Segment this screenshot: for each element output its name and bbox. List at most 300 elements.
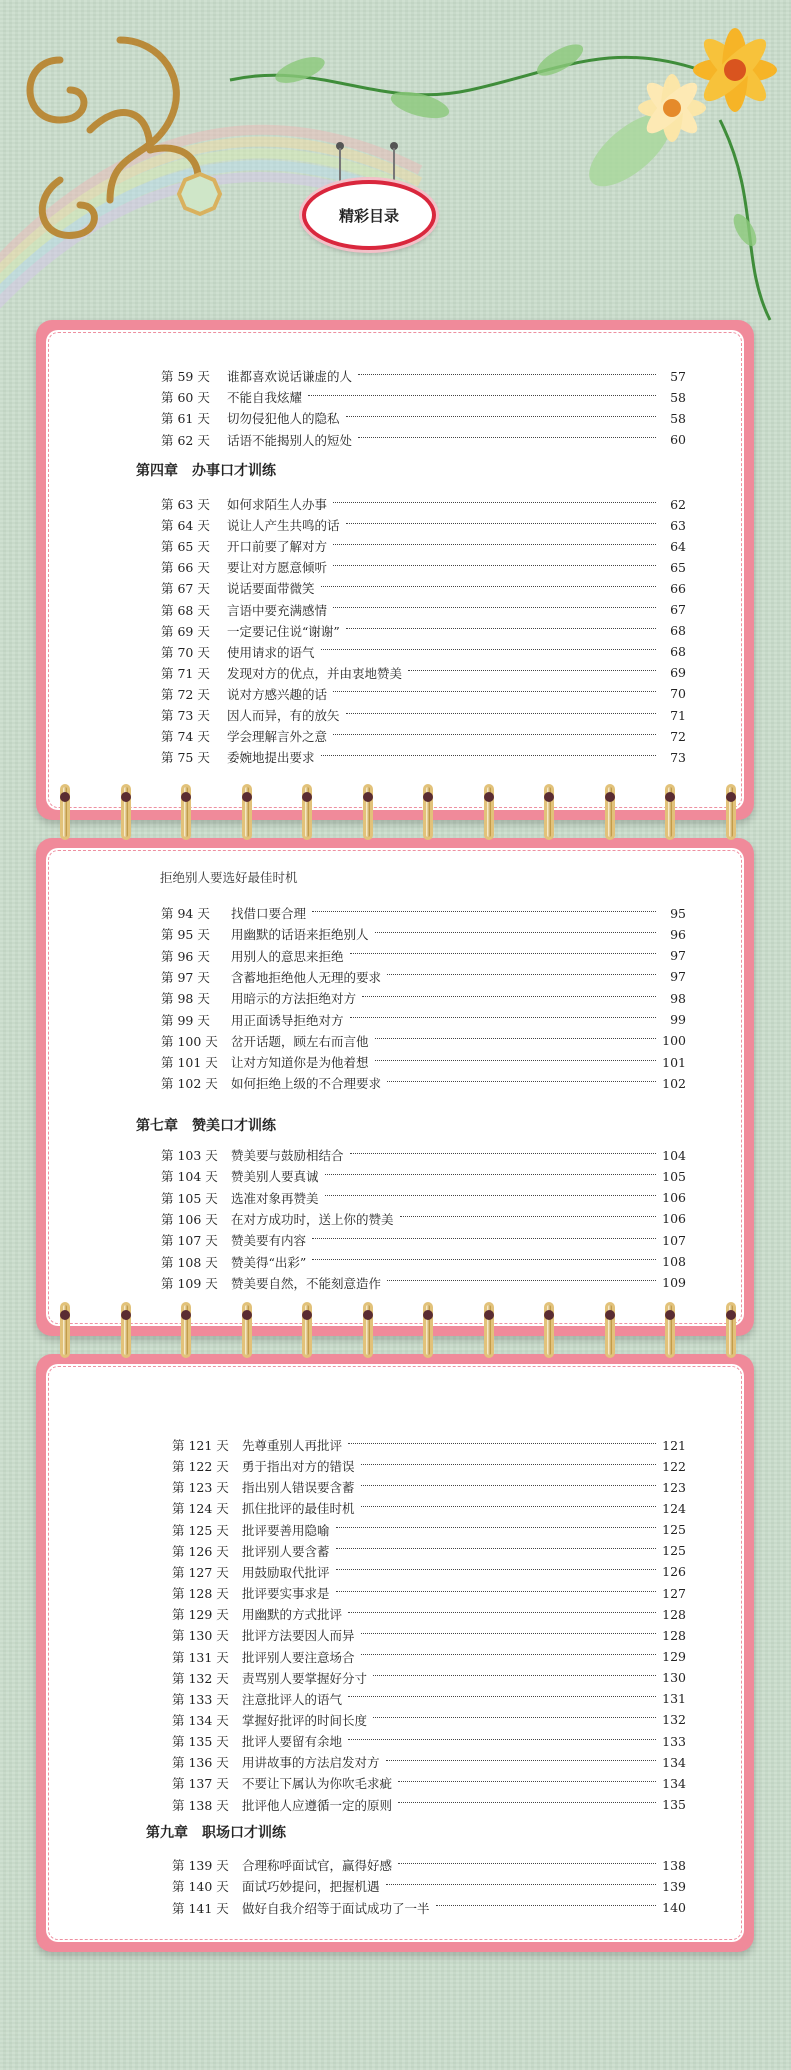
toc-entry-day: 第 61 天: [161, 411, 210, 427]
toc-leader-dots: [361, 1485, 656, 1486]
toc-entry-title: 注意批评人的语气: [242, 1691, 343, 1707]
toc-entry: [161, 601, 686, 619]
punch-hole: [242, 1310, 252, 1320]
toc-entry: [161, 1011, 686, 1029]
toc-entry-day: 第 101 天: [161, 1055, 218, 1071]
toc-entry: [172, 1690, 686, 1708]
toc-entry-day: 第 131 天: [172, 1649, 229, 1665]
punch-hole: [605, 792, 615, 802]
toc-entry-title: 用别人的意思来拒绝: [231, 948, 344, 964]
toc-entry-page: 129: [662, 1649, 686, 1664]
toc-leader-dots: [398, 1863, 656, 1864]
toc-entry-title: 在对方成功时，送上你的赞美: [231, 1211, 394, 1227]
toc-entry-title: 先尊重别人再批评: [242, 1438, 343, 1453]
toc-entry: [161, 537, 686, 555]
toc-entry-page: 58: [670, 389, 686, 405]
toc-entry-day: 第 133 天: [172, 1691, 229, 1707]
toc-entry: [172, 1521, 686, 1539]
toc-entry: [161, 622, 686, 640]
punch-hole: [181, 792, 191, 802]
toc-entry-day: 第 124 天: [172, 1501, 229, 1517]
toc-entry-page: 99: [670, 1012, 686, 1027]
toc-entry-page: 100: [662, 1033, 686, 1049]
toc-leader-dots: [350, 1017, 656, 1018]
toc-entry-page: 69: [670, 665, 686, 681]
toc-leader-dots: [348, 1443, 656, 1444]
toc-entry-day: 第 104 天: [161, 1169, 218, 1185]
toc-entry-page: 97: [670, 948, 686, 964]
toc-entry-title: 找借口要合理: [231, 906, 307, 921]
toc-entry-page: 134: [662, 1754, 686, 1770]
toc-leader-dots: [346, 628, 656, 629]
punch-hole: [544, 1310, 554, 1320]
toc-leader-dots: [333, 734, 656, 735]
toc-entry: [172, 1753, 686, 1771]
toc-leader-dots: [336, 1569, 656, 1570]
toc-entry-day: 第 67 天: [161, 581, 210, 597]
toc-entry-page: 72: [670, 728, 686, 744]
toc-leader-dots: [398, 1781, 656, 1782]
toc-entry-page: 126: [662, 1564, 686, 1580]
toc-entry-page: 101: [662, 1054, 686, 1070]
toc-entry-page: 109: [662, 1275, 686, 1291]
toc-entry: [161, 947, 686, 965]
toc-entry-day: 第 103 天: [161, 1148, 218, 1163]
toc-entry: [161, 1274, 686, 1292]
toc-entry-page: 57: [670, 368, 686, 384]
toc-entry: [161, 1231, 686, 1249]
flower-graphic: [638, 28, 777, 142]
toc-entry: [161, 516, 686, 534]
toc-entry-title: 批评方法要因人而异: [242, 1628, 355, 1644]
toc-entry-title: 说话要面带微笑: [227, 581, 315, 597]
toc-entry-title: 批评要实事求是: [242, 1586, 330, 1602]
punch-hole: [302, 792, 312, 802]
toc-entry-title: 说对方感兴趣的话: [227, 686, 328, 702]
toc-leader-dots: [387, 974, 656, 975]
punch-hole: [484, 1310, 494, 1320]
toc-entry: [172, 1605, 686, 1623]
toc-entry-title: 批评人要留有余地: [242, 1734, 343, 1750]
toc-entry-day: 第 64 天: [161, 518, 210, 534]
toc-entry: [161, 706, 686, 724]
chapter-heading: 第九章 职场口才训练: [146, 1825, 286, 1841]
toc-entry-day: 第 63 天: [161, 497, 210, 512]
toc-entry-page: 73: [670, 749, 686, 765]
toc-entry: [161, 558, 686, 576]
toc-leader-dots: [361, 1633, 656, 1634]
toc-entry-title: 开口前要了解对方: [227, 539, 328, 555]
toc-leader-dots: [350, 1153, 656, 1154]
toc-leader-dots: [398, 1802, 656, 1803]
toc-entry-title: 如何拒绝上级的不合理要求: [231, 1076, 382, 1092]
toc-leader-dots: [321, 649, 656, 650]
toc-entry-page: 128: [662, 1606, 686, 1622]
toc-leader-dots: [362, 996, 656, 997]
toc-entry-day: 第 95 天: [161, 927, 210, 943]
toc-leader-dots: [350, 953, 656, 954]
toc-entry: [161, 685, 686, 703]
toc-leader-dots: [408, 670, 656, 671]
toc-entry-page: 121: [662, 1437, 686, 1453]
toc-entry-title: 话语不能揭别人的短处: [227, 432, 353, 448]
toc-entry-title: 指出别人错误要含蓄: [242, 1480, 355, 1496]
toc-entry: [172, 1499, 686, 1517]
toc-entry: [161, 904, 686, 922]
hanger-wire-left: [339, 148, 341, 186]
punch-hole: [726, 1310, 736, 1320]
toc-entry: [172, 1796, 686, 1814]
toc-entry-day: 第 74 天: [161, 729, 210, 745]
toc-entry: [161, 1032, 686, 1050]
toc-entry-title: 用正面诱导拒绝对方: [231, 1012, 344, 1028]
toc-entry: [172, 1478, 686, 1496]
toc-entry-day: 第 140 天: [172, 1879, 229, 1895]
toc-leader-dots: [333, 691, 656, 692]
toc-entry: [161, 388, 686, 406]
toc-entry: [161, 727, 686, 745]
toc-entry: [161, 989, 686, 1007]
toc-entry-page: 58: [670, 410, 686, 426]
toc-entry-day: 第 100 天: [161, 1033, 218, 1049]
hanger-wire-right: [393, 148, 395, 186]
toc-entry: [161, 1210, 686, 1228]
toc-entry-page: 71: [670, 707, 686, 723]
toc-entry-page: 106: [662, 1190, 686, 1206]
toc-entry-page: 68: [670, 623, 686, 639]
toc-leader-dots: [375, 1060, 656, 1061]
toc-entry-day: 第 66 天: [161, 560, 210, 576]
toc-leader-dots: [336, 1591, 656, 1592]
toc-entry-page: 125: [662, 1522, 686, 1538]
cut-off-entry-text: 拒绝别人要选好最佳时机: [160, 870, 298, 885]
toc-entry-page: 62: [670, 496, 686, 512]
toc-leader-dots: [387, 1280, 656, 1281]
toc-entry-page: 125: [662, 1543, 686, 1559]
toc-entry-day: 第 134 天: [172, 1712, 229, 1728]
toc-entry: [172, 1732, 686, 1750]
toc-entry-day: 第 73 天: [161, 708, 210, 723]
toc-entry-day: 第 102 天: [161, 1076, 218, 1092]
toc-entry: [172, 1563, 686, 1581]
toc-entry-day: 第 122 天: [172, 1459, 229, 1475]
toc-entry-day: 第 109 天: [161, 1275, 218, 1291]
toc-entry-title: 赞美要与鼓励相结合: [231, 1148, 344, 1163]
toc-entry-day: 第 59 天: [161, 369, 210, 384]
toc-entry-page: 105: [662, 1168, 686, 1184]
toc-entry: [161, 1146, 686, 1164]
toc-leader-dots: [333, 502, 656, 503]
toc-entry-title: 发现对方的优点，并由衷地赞美: [227, 665, 403, 681]
toc-entry-day: 第 130 天: [172, 1628, 229, 1644]
toc-entry-day: 第 71 天: [161, 665, 210, 681]
toc-entry-day: 第 98 天: [161, 991, 210, 1007]
toc-entry-page: 130: [662, 1670, 686, 1686]
toc-entry-page: 131: [662, 1691, 686, 1707]
chapter-heading: 第四章 办事口才训练: [136, 463, 276, 479]
toc-leader-dots: [375, 932, 656, 933]
toc-entry-page: 127: [662, 1585, 686, 1601]
toc-entry-title: 含蓄地拒绝他人无理的要求: [231, 969, 382, 985]
toc-entry-title: 做好自我介绍等于面试成功了一半: [242, 1900, 430, 1916]
toc-entry-title: 不要让下属认为你吹毛求疵: [242, 1776, 393, 1792]
toc-entry-day: 第 137 天: [172, 1776, 229, 1792]
toc-leader-dots: [387, 1081, 656, 1082]
toc-entry: [172, 1669, 686, 1687]
toc-entry: [161, 367, 686, 385]
toc-entry: [172, 1774, 686, 1792]
toc-entry-title: 用幽默的方式批评: [242, 1607, 343, 1623]
toc-entry-title: 用暗示的方法拒绝对方: [231, 991, 357, 1007]
toc-entry-page: 97: [670, 969, 686, 985]
punch-hole: [121, 792, 131, 802]
cut-off-entry: [160, 870, 350, 885]
toc-leader-dots: [333, 565, 656, 566]
toc-entry-page: 128: [662, 1627, 686, 1643]
toc-entry: [161, 1167, 686, 1185]
toc-leader-dots: [436, 1905, 656, 1906]
punch-hole: [423, 792, 433, 802]
toc-entry-page: 140: [662, 1900, 686, 1916]
toc-entry-title: 切勿侵犯他人的隐私: [227, 411, 340, 427]
toc-entry-title: 要让对方愿意倾听: [227, 560, 328, 576]
toc-entry: [172, 1899, 686, 1917]
toc-entry-title: 用幽默的话语来拒绝别人: [231, 927, 369, 943]
header-decoration: [0, 0, 791, 330]
toc-entry-page: 134: [662, 1775, 686, 1791]
toc-entry-title: 让对方知道你是为他着想: [231, 1055, 369, 1071]
toc-leader-dots: [348, 1696, 656, 1697]
punch-hole: [544, 792, 554, 802]
toc-leader-dots: [373, 1717, 656, 1718]
toc-entry-day: 第 107 天: [161, 1233, 218, 1249]
toc-entry-title: 言语中要充满感情: [227, 602, 328, 618]
toc-entry-title: 责骂别人要掌握好分寸: [242, 1670, 368, 1686]
toc-entry-title: 合理称呼面试官，赢得好感: [242, 1858, 393, 1873]
toc-page-2: [36, 838, 754, 1336]
toc-entry-page: 70: [670, 686, 686, 702]
toc-entry-page: 135: [662, 1797, 686, 1813]
toc-entry-page: 107: [662, 1232, 686, 1248]
toc-entry-title: 面试巧妙提问，把握机遇: [242, 1879, 380, 1895]
toc-entry-day: 第 121 天: [172, 1438, 229, 1453]
toc-entry-day: 第 128 天: [172, 1586, 229, 1602]
toc-leader-dots: [346, 713, 656, 714]
toc-leader-dots: [373, 1675, 656, 1676]
toc-entry-title: 不能自我炫耀: [227, 390, 303, 406]
toc-entry: [172, 1626, 686, 1644]
toc-entry-title: 批评别人要含蓄: [242, 1543, 330, 1559]
toc-entry: [172, 1542, 686, 1560]
toc-entry-title: 选准对象再赞美: [231, 1190, 319, 1206]
toc-entry-title: 说让人产生共鸣的话: [227, 518, 340, 534]
toc-entry-day: 第 72 天: [161, 686, 210, 702]
toc-leader-dots: [386, 1884, 656, 1885]
punch-hole: [423, 1310, 433, 1320]
toc-page-1: [36, 320, 754, 820]
toc-entry-day: 第 108 天: [161, 1254, 218, 1270]
toc-entry: [172, 1648, 686, 1666]
toc-entry-title: 赞美别人要真诚: [231, 1169, 319, 1185]
toc-entry-day: 第 65 天: [161, 539, 210, 555]
toc-leader-dots: [312, 1259, 656, 1260]
toc-leader-dots: [375, 1038, 656, 1039]
toc-leader-dots: [321, 755, 656, 756]
toc-entry-title: 岔开话题，顾左右而言他: [231, 1033, 369, 1049]
toc-leader-dots: [321, 586, 656, 587]
toc-leader-dots: [346, 523, 656, 524]
toc-entry: [161, 495, 686, 513]
toc-entry-page: 138: [662, 1857, 686, 1873]
toc-leader-dots: [312, 1238, 656, 1239]
toc-entry-day: 第 69 天: [161, 623, 210, 639]
toc-entry-page: 108: [662, 1254, 686, 1269]
toc-entry-day: 第 75 天: [161, 750, 210, 766]
toc-title: 精彩目录: [338, 206, 399, 225]
toc-entry: [161, 664, 686, 682]
toc-entry-day: 第 127 天: [172, 1564, 229, 1580]
punch-hole: [665, 1310, 675, 1320]
toc-entry: [172, 1584, 686, 1602]
toc-entry: [172, 1877, 686, 1895]
toc-entry-day: 第 94 天: [161, 906, 210, 921]
toc-entry-page: 63: [670, 517, 686, 533]
toc-entry-title: 一定要记住说“谢谢”: [227, 623, 340, 639]
toc-leader-dots: [348, 1612, 656, 1613]
toc-entry-title: 赞美要自然，不能刻意造作: [231, 1275, 382, 1291]
toc-entry-page: 102: [662, 1075, 686, 1091]
toc-entry-page: 123: [662, 1479, 686, 1495]
toc-entry: [172, 1711, 686, 1729]
punch-hole: [605, 1310, 615, 1320]
toc-title-badge: [302, 180, 436, 250]
toc-entry-page: 60: [670, 432, 686, 448]
toc-entry: [172, 1436, 686, 1454]
toc-page-3: [36, 1354, 754, 1952]
toc-entry-page: 66: [670, 580, 686, 596]
toc-entry: [161, 1189, 686, 1207]
toc-entry: [161, 968, 686, 986]
toc-entry-day: 第 136 天: [172, 1755, 229, 1771]
toc-entry-page: 65: [670, 559, 686, 575]
toc-entry-day: 第 96 天: [161, 948, 210, 964]
toc-entry-page: 104: [662, 1147, 686, 1163]
toc-leader-dots: [386, 1760, 656, 1761]
toc-entry: [161, 431, 686, 449]
toc-leader-dots: [333, 544, 656, 545]
toc-entry-title: 学会理解言外之意: [227, 729, 328, 745]
toc-entry-page: 95: [670, 905, 686, 921]
toc-entry-title: 赞美得“出彩”: [231, 1254, 307, 1270]
toc-entry-day: 第 141 天: [172, 1900, 229, 1916]
punch-hole: [302, 1310, 312, 1320]
toc-entry-day: 第 135 天: [172, 1734, 229, 1750]
toc-leader-dots: [346, 416, 656, 417]
toc-entry: [161, 643, 686, 661]
punch-hole: [363, 792, 373, 802]
toc-entry-page: 64: [670, 538, 686, 554]
toc-entry-title: 用鼓励取代批评: [242, 1564, 330, 1580]
toc-leader-dots: [336, 1548, 656, 1549]
toc-entry-title: 掌握好批评的时间长度: [242, 1712, 368, 1728]
toc-entry: [161, 1253, 686, 1271]
toc-entry: [161, 1074, 686, 1092]
toc-entry-day: 第 126 天: [172, 1543, 229, 1559]
toc-entry: [161, 748, 686, 766]
toc-entry-day: 第 60 天: [161, 390, 210, 406]
toc-leader-dots: [361, 1464, 656, 1465]
toc-leader-dots: [325, 1195, 656, 1196]
punch-hole: [121, 1310, 131, 1320]
toc-entry-title: 赞美要有内容: [231, 1233, 307, 1249]
punch-hole: [60, 1310, 70, 1320]
toc-entry-page: 106: [662, 1211, 686, 1227]
punch-hole: [242, 792, 252, 802]
toc-leader-dots: [358, 437, 656, 438]
toc-entry-day: 第 105 天: [161, 1190, 218, 1206]
toc-entry: [172, 1457, 686, 1475]
toc-entry-day: 第 106 天: [161, 1211, 218, 1227]
toc-leader-dots: [312, 911, 656, 912]
toc-entry-page: 67: [670, 602, 686, 617]
toc-entry-day: 第 97 天: [161, 969, 210, 985]
toc-entry-page: 98: [670, 990, 686, 1006]
toc-entry-day: 第 99 天: [161, 1012, 210, 1028]
toc-entry-page: 132: [662, 1712, 686, 1728]
toc-entry-title: 批评要善用隐喻: [242, 1522, 330, 1538]
toc-entry-page: 124: [662, 1500, 686, 1516]
toc-leader-dots: [325, 1174, 656, 1175]
toc-entry-day: 第 123 天: [172, 1480, 229, 1496]
toc-leader-dots: [400, 1216, 656, 1217]
chapter-heading: 第七章 赞美口才训练: [136, 1118, 276, 1134]
toc-entry-day: 第 139 天: [172, 1858, 229, 1873]
toc-entry-page: 96: [670, 926, 686, 942]
toc-entry-title: 谁都喜欢说话谦虚的人: [227, 369, 353, 384]
toc-entry-day: 第 68 天: [161, 602, 210, 618]
toc-entry-title: 用讲故事的方法启发对方: [242, 1755, 380, 1771]
toc-entry-title: 勇于指出对方的错误: [242, 1459, 355, 1475]
toc-leader-dots: [348, 1739, 656, 1740]
toc-entry-title: 批评他人应遵循一定的原则: [242, 1797, 393, 1813]
punch-hole: [726, 792, 736, 802]
toc-entry-title: 因人而异，有的放矢: [227, 708, 340, 723]
toc-entry-page: 122: [662, 1458, 686, 1474]
punch-hole: [484, 792, 494, 802]
toc-entry: [172, 1856, 686, 1874]
toc-entry-title: 抓住批评的最佳时机: [242, 1501, 355, 1517]
toc-leader-dots: [358, 374, 656, 375]
punch-hole: [363, 1310, 373, 1320]
toc-leader-dots: [361, 1506, 656, 1507]
punch-hole: [181, 1310, 191, 1320]
toc-leader-dots: [361, 1654, 656, 1655]
toc-entry-day: 第 70 天: [161, 644, 210, 660]
toc-entry-title: 批评别人要注意场合: [242, 1649, 355, 1665]
toc-entry: [161, 579, 686, 597]
punch-hole: [60, 792, 70, 802]
toc-entry-title: 如何求陌生人办事: [227, 497, 328, 512]
octagon-gem-graphic: [179, 174, 220, 214]
toc-entry-day: 第 62 天: [161, 432, 210, 448]
toc-entry-page: 68: [670, 644, 686, 660]
toc-entry-day: 第 129 天: [172, 1607, 229, 1623]
toc-entry-day: 第 132 天: [172, 1670, 229, 1686]
toc-entry-title: 委婉地提出要求: [227, 750, 315, 766]
toc-leader-dots: [336, 1527, 656, 1528]
toc-entry-page: 139: [662, 1878, 686, 1894]
toc-entry-title: 使用请求的语气: [227, 644, 315, 660]
